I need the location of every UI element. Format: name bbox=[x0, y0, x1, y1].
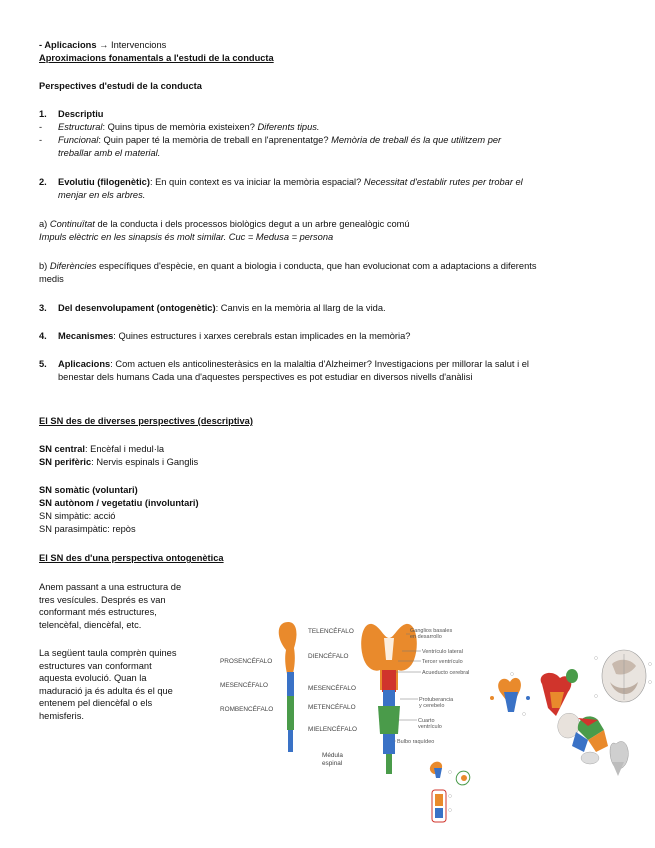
paragraph-b bbox=[39, 260, 629, 273]
arrow-icon: → bbox=[99, 40, 109, 50]
embryo-tube bbox=[279, 622, 297, 752]
label-mielencefalo: MIELENCÉFALO bbox=[308, 726, 358, 733]
label-mesencefalo-mid: MESENCÉFALO bbox=[308, 685, 356, 692]
answer: Memòria de treball és la que utilitzem per bbox=[331, 135, 502, 145]
label-metencefalo: METENCÉFALO bbox=[308, 704, 356, 711]
label-ventriculo: ventrículo bbox=[418, 724, 442, 730]
text: SN somàtic (voluntari) bbox=[39, 485, 138, 495]
list-item bbox=[58, 302, 618, 315]
list-label bbox=[58, 108, 618, 121]
sn-desc-title bbox=[39, 415, 629, 428]
bullet-dash: - bbox=[39, 135, 43, 145]
paragraph-b-cont: medis bbox=[39, 274, 64, 284]
descriptiu-label: Descriptiu bbox=[58, 109, 104, 119]
bullet-dash: - bbox=[39, 122, 43, 132]
list-item-cont: benestar dels humans Cada una d'aquestes perspectives es pot estudiar en diversos nivells d'anàlisi bbox=[58, 372, 473, 382]
item-text: : Quines estructures i xarxes cerebrals estan implicades en la memòria? bbox=[113, 331, 411, 341]
label-prosencefalo: PROSENCÉFALO bbox=[220, 658, 273, 665]
sn-periferic bbox=[39, 456, 629, 469]
term: Funcional bbox=[58, 135, 99, 145]
label-acueducto: Acueducto cerebral bbox=[422, 670, 470, 676]
item-text: : Quins tipus de memòria existeixen? bbox=[102, 122, 255, 132]
label: Aplicacions bbox=[58, 359, 111, 369]
term: Estructural bbox=[58, 122, 103, 132]
section-title bbox=[39, 52, 629, 65]
text: : Nervis espinals i Ganglis bbox=[91, 457, 199, 467]
list-number: 5. bbox=[39, 359, 47, 369]
answer: menjar en els arbres. bbox=[58, 190, 146, 200]
sn-somatic bbox=[39, 484, 629, 497]
list-item-cont bbox=[58, 189, 618, 202]
label-tercer-ventriculo: Tercer ventrículo bbox=[422, 659, 463, 665]
line: Anem passant a una estructura de bbox=[39, 582, 182, 592]
list-number: 3. bbox=[39, 303, 47, 313]
label-medula: Médula bbox=[322, 752, 343, 759]
label-bulbo: Bulbo raquídeo bbox=[397, 739, 435, 745]
line: conformant més estructures, bbox=[39, 607, 157, 618]
item-text: : En quin context es va iniciar la memòria espacial? bbox=[149, 177, 362, 187]
text: específiques d'espècie, en quant a biologia i conducta, que han evolucionat com a adaptacions a diferents bbox=[98, 261, 537, 271]
label: Mecanismes bbox=[58, 331, 114, 341]
list-number: 2. bbox=[39, 177, 47, 187]
text: de la conducta i dels processos biològics degut a un arbre genealògic comú bbox=[97, 219, 410, 229]
text: SN autònom / vegetatiu (involuntari) bbox=[39, 498, 199, 508]
label: SN central bbox=[39, 444, 85, 454]
label-espinal: espinal bbox=[322, 760, 343, 767]
line: hemisferis. bbox=[39, 710, 84, 721]
paragraph-a-answer bbox=[39, 231, 629, 244]
line: entenem pel diencèfal o els bbox=[39, 698, 153, 709]
item-text: : Canvis en la memòria al llarg de la vida. bbox=[215, 303, 386, 313]
breadcrumb-line bbox=[39, 39, 629, 52]
list-item bbox=[58, 134, 618, 147]
line: tres vesícules. Després es van bbox=[39, 594, 166, 605]
label-rombencefalo: ROMBENCÉFALO bbox=[220, 706, 274, 713]
evolutiu-label: Evolutiu (filogenètic) bbox=[58, 177, 150, 187]
sn-onto-para2 bbox=[39, 647, 214, 723]
answer: Necessitat d'establir rutes per trobar el bbox=[363, 177, 523, 187]
sn-simpatic: SN simpàtic: acció bbox=[39, 511, 116, 521]
sn-autonom bbox=[39, 497, 629, 510]
sn-central bbox=[39, 443, 629, 456]
list-item bbox=[58, 121, 618, 134]
sn-desc-title-text: El SN des de diverses perspectives (descriptiva) bbox=[39, 416, 253, 426]
heading-rest: Intervencions bbox=[111, 40, 167, 50]
answer: Diferents tipus. bbox=[257, 122, 320, 132]
line: maduració ja és adulta és el que bbox=[39, 685, 173, 696]
label-ventriculo-lateral: Ventrículo lateral bbox=[422, 649, 463, 655]
list-item bbox=[58, 358, 618, 371]
answer: Impuls elèctric en les sinapsis és molt similar. Cuc = Medusa = persona bbox=[39, 232, 334, 242]
label-desarrollo: en desarrollo bbox=[410, 634, 442, 640]
list-item-cont bbox=[58, 147, 618, 160]
sn-onto-para1 bbox=[39, 581, 214, 631]
section-title-text: Aproximacions fonamentals a l'estudi de la conducta bbox=[39, 53, 274, 63]
label-diencefalo: DIENCÉFALO bbox=[308, 653, 349, 660]
heading-bold: - Aplicacions bbox=[39, 40, 97, 50]
label: Del desenvolupament (ontogenètic) bbox=[58, 303, 216, 313]
sn-parasimpatic: SN parasimpàtic: repòs bbox=[39, 524, 136, 534]
term: Diferències bbox=[49, 261, 97, 271]
term: Continuïtat bbox=[49, 219, 95, 229]
sn-onto-title-text: El SN des d'una perspectiva ontogenètica bbox=[39, 553, 224, 563]
label-cerebelo: y cerebelo bbox=[419, 703, 445, 709]
item-text: : Quin paper té la memòria de treball en l'aprenentatge? bbox=[98, 135, 329, 145]
brain-development-figure bbox=[212, 612, 652, 842]
label-mesencefalo: MESENCÉFALO bbox=[220, 682, 268, 689]
line: estructures van conformant bbox=[39, 660, 152, 671]
list-item bbox=[58, 176, 618, 189]
list-number: 1. bbox=[39, 109, 47, 119]
paragraph-a bbox=[39, 218, 629, 231]
label-cuarto: Cuarto bbox=[418, 718, 435, 724]
prefix: b) bbox=[39, 261, 48, 271]
perspectives-title bbox=[39, 80, 629, 93]
label-ganglios: Ganglios basales bbox=[410, 628, 453, 634]
answer: treballar amb el material. bbox=[58, 148, 161, 158]
perspectives-title-text: Perspectives d'estudi de la conducta bbox=[39, 81, 202, 91]
text: : Encèfal i medul·la bbox=[85, 444, 165, 454]
prefix: a) bbox=[39, 219, 48, 229]
list-item bbox=[58, 330, 618, 343]
label: SN perifèric bbox=[39, 457, 92, 467]
item-text: : Com actuen els anticolinesteràsics en la malaltia d'Alzheimer? Investigacions per millorar la salut i el bbox=[110, 359, 529, 369]
list-number: 4. bbox=[39, 331, 47, 341]
line: La següent taula comprèn quines bbox=[39, 648, 177, 658]
label-protuberancia: Protuberancia bbox=[419, 697, 454, 703]
sn-onto-title bbox=[39, 552, 629, 565]
line: aquesta evolució. Quan la bbox=[39, 673, 147, 684]
label-telencefalo: TELENCÉFALO bbox=[308, 628, 354, 635]
line: telencèfal, diencèfal, etc. bbox=[39, 619, 142, 630]
